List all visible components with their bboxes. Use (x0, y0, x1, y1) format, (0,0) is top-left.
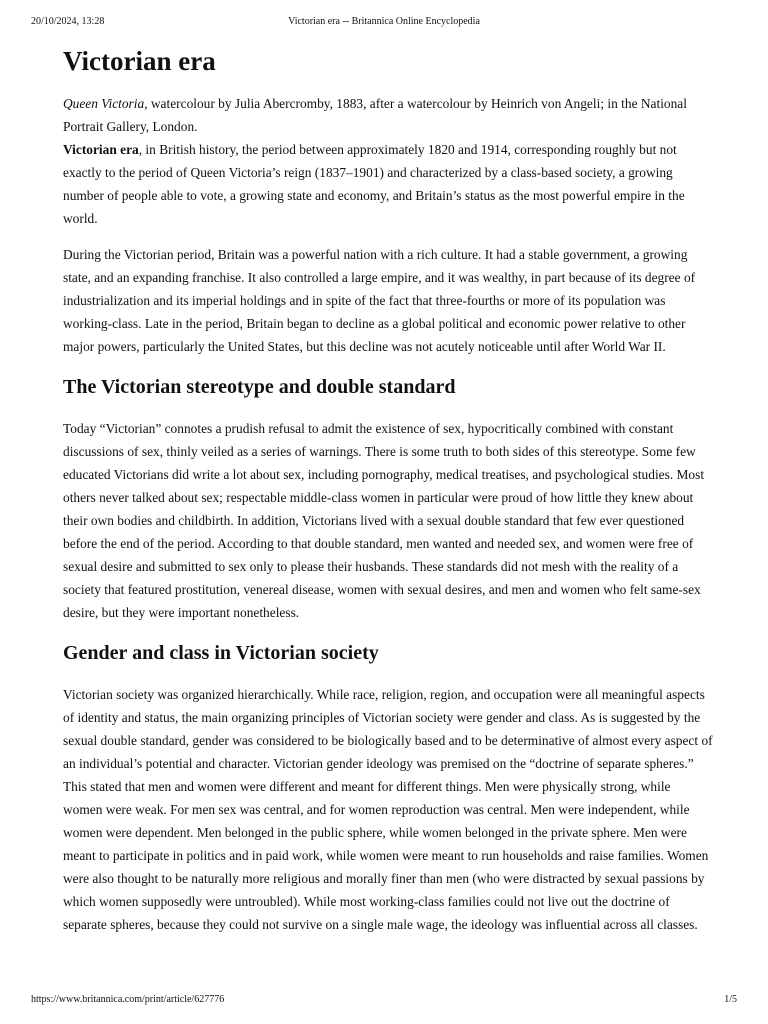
footer-url[interactable]: https://www.britannica.com/print/article/627776 (31, 994, 225, 1005)
print-footer (0, 993, 768, 1007)
image-caption (63, 92, 713, 138)
paragraph-stereotype: Today “Victorian” connotes a prudish refusal to admit the existence of sex, hypocritically combined with constant discussions of sex, thinly veiled as a series of warnings. There is some truth to both sides of this stereotype. Some few educated Victorians did write a lot about sex, including pornography, medical treatises, and psychological studies. Most others never talked about sex; respectable middle-class women in particular were proud of how little they knew about their own bodies and childbirth. In addition, Victorians lived with a sexual double standard that few ever questioned before the end of the period. According to that double standard, men wanted and needed sex, and women were free of sexual desire and submitted to sex only to please their husbands. These standards did not mesh with the reality of a society that featured prostitution, venereal disease, women with sexual desires, and men and women who felt same-sex desire, but they were important nonetheless. (63, 421, 705, 620)
intro-term: Victorian era (63, 142, 139, 157)
paragraph-overview: During the Victorian period, Britain was a powerful nation with a rich culture. It had a stable government, a growing state, and an expanding franchise. It also controlled a large empire, and it was wealthy, in part because of its degree of industrialization and its imperial holdings and in spite of the fact that three-fourths or more of its population was working-class. Late in the period, Britain began to decline as a global political and economic power relative to other major powers, particularly the United States, but this decline was not acutely noticeable until after World War II. (63, 247, 696, 354)
article-body (63, 40, 713, 936)
paragraph-gender-class: Victorian society was organized hierarchically. While race, religion, region, and occupation were all meaningful aspects of identity and status, the main organizing principles of Victorian society were gender and class. As is suggested by the sexual double standard, gender was considered to be biologically based and to be determinative of almost every aspect of an individual’s potential and character. Victorian gender ideology was premised on the “doctrine of separate spheres.” This stated that men and women were different and meant for different things. Men were physically strong, while women were weak. For men sex was central, and for women reproduction was central. Men were independent, while women were dependent. Men belonged in the public sphere, while women belonged in the private sphere. Men were meant to participate in politics and in paid work, while women were meant to run households and raise families. Women were also thought to be naturally more religious and morally finer than men (who were distracted by sexual passions by which women supposedly were untroubled). While most working-class families could not live out the doctrine of separate spheres, because they could not survive on a single male wage, the ideology was influential across all classes. (63, 687, 713, 932)
print-header (0, 15, 768, 29)
section-heading-gender-class: Gender and class in Victorian society (63, 642, 379, 664)
print-document-title: Victorian era -- Britannica Online Encyclopedia (288, 16, 480, 27)
section-heading-stereotype: The Victorian stereotype and double standard (63, 376, 456, 398)
intro-paragraph (63, 138, 713, 230)
intro-text: , in British history, the period between approximately 1820 and 1914, corresponding roughly but not exactly to the period of Queen Victoria’s reign (1837–1901) and characterized by a class-based society, a growing number of people able to vote, a growing state and economy, and Britain’s status as the most powerful empire in the world. (63, 142, 685, 226)
page-number: 1/5 (724, 994, 737, 1005)
caption-text: , watercolour by Julia Abercromby, 1883, after a watercolour by Heinrich von Angeli; in the National Portrait Gallery, London. (63, 96, 687, 134)
caption-italic: Queen Victoria (63, 96, 145, 111)
print-datetime: 20/10/2024, 13:28 (31, 16, 105, 27)
article-title: Victorian era (63, 46, 216, 76)
